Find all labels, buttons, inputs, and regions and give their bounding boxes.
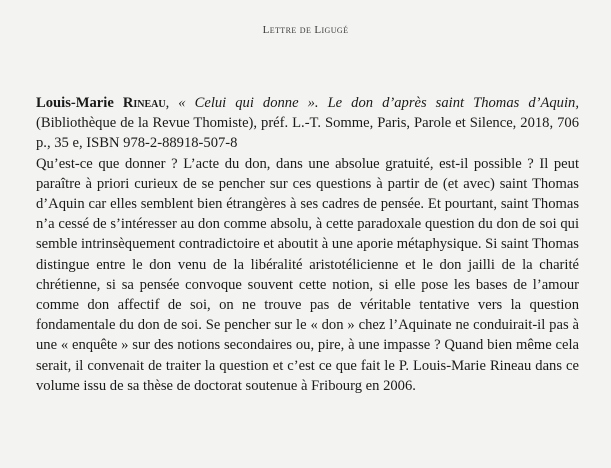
review-entry	[36, 93, 579, 396]
running-head: Lettre de Ligugé	[262, 24, 349, 36]
publication-details: (Bibliothèque de la Revue Thomiste), préf. L.-T. Somme, Paris, Parole et Silence, 2018, 706 p., 35 e, ISBN 978-2-88918-507-8	[36, 115, 579, 152]
author-surname: Rineau	[122, 95, 166, 111]
book-subtitle: Le don d’après saint Thomas d’Aquin,	[327, 95, 579, 111]
author-first-name: Louis-Marie	[36, 95, 114, 111]
book-title: « Celui qui donne ».	[178, 95, 319, 111]
review-body: Qu’est-ce que donner ? L’acte du don, dans une absolue gratuité, est-il possible ? Il peut paraître à priori curieux de se pencher sur ces questions à partir de (et avec) saint Thomas d’Aquin car elles semblent bien étrangères à ses cadres de pensée. Et pourtant, saint Thomas n’a cessé de s’intéresser au don comme absolu, à cette paradoxale question du don de soi qui semble intrinsèquement contradictoire et aboutit à une aporie métaphysique. Si saint Thomas distingue entre le don venu de la libéralité aristotélicienne et le don jailli de la charité chrétienne, si sa pensée convoque souvent cette notion, si elle pose les bases de l’amour comme don affectif de soi, on ne trouve pas de véritable tentative vers la question fondamentale du don de soi. Se pencher sur le « don » chez l’Aquinate ne conduirait-il pas à une « enquête » sur des notions secondaires ou, pire, à une impasse ? Quand bien même cela serait, il convenait de traiter la question et c’est ce que fait le P. Louis-Marie Rineau dans ce volume issu de sa thèse de doctorat soutenue à Fribourg en 2006.	[36, 155, 579, 394]
bibliographic-reference: Louis-Marie Rineau, « Celui qui donne ». Le don d’après saint Thomas d’Aquin, (Bibliothèque de la Revue Thomiste), préf. L.-T. Somme, Paris, Parole et Silence, 2018, 706 p., 35 e, ISBN 978-2-88918-507-8	[36, 95, 579, 152]
